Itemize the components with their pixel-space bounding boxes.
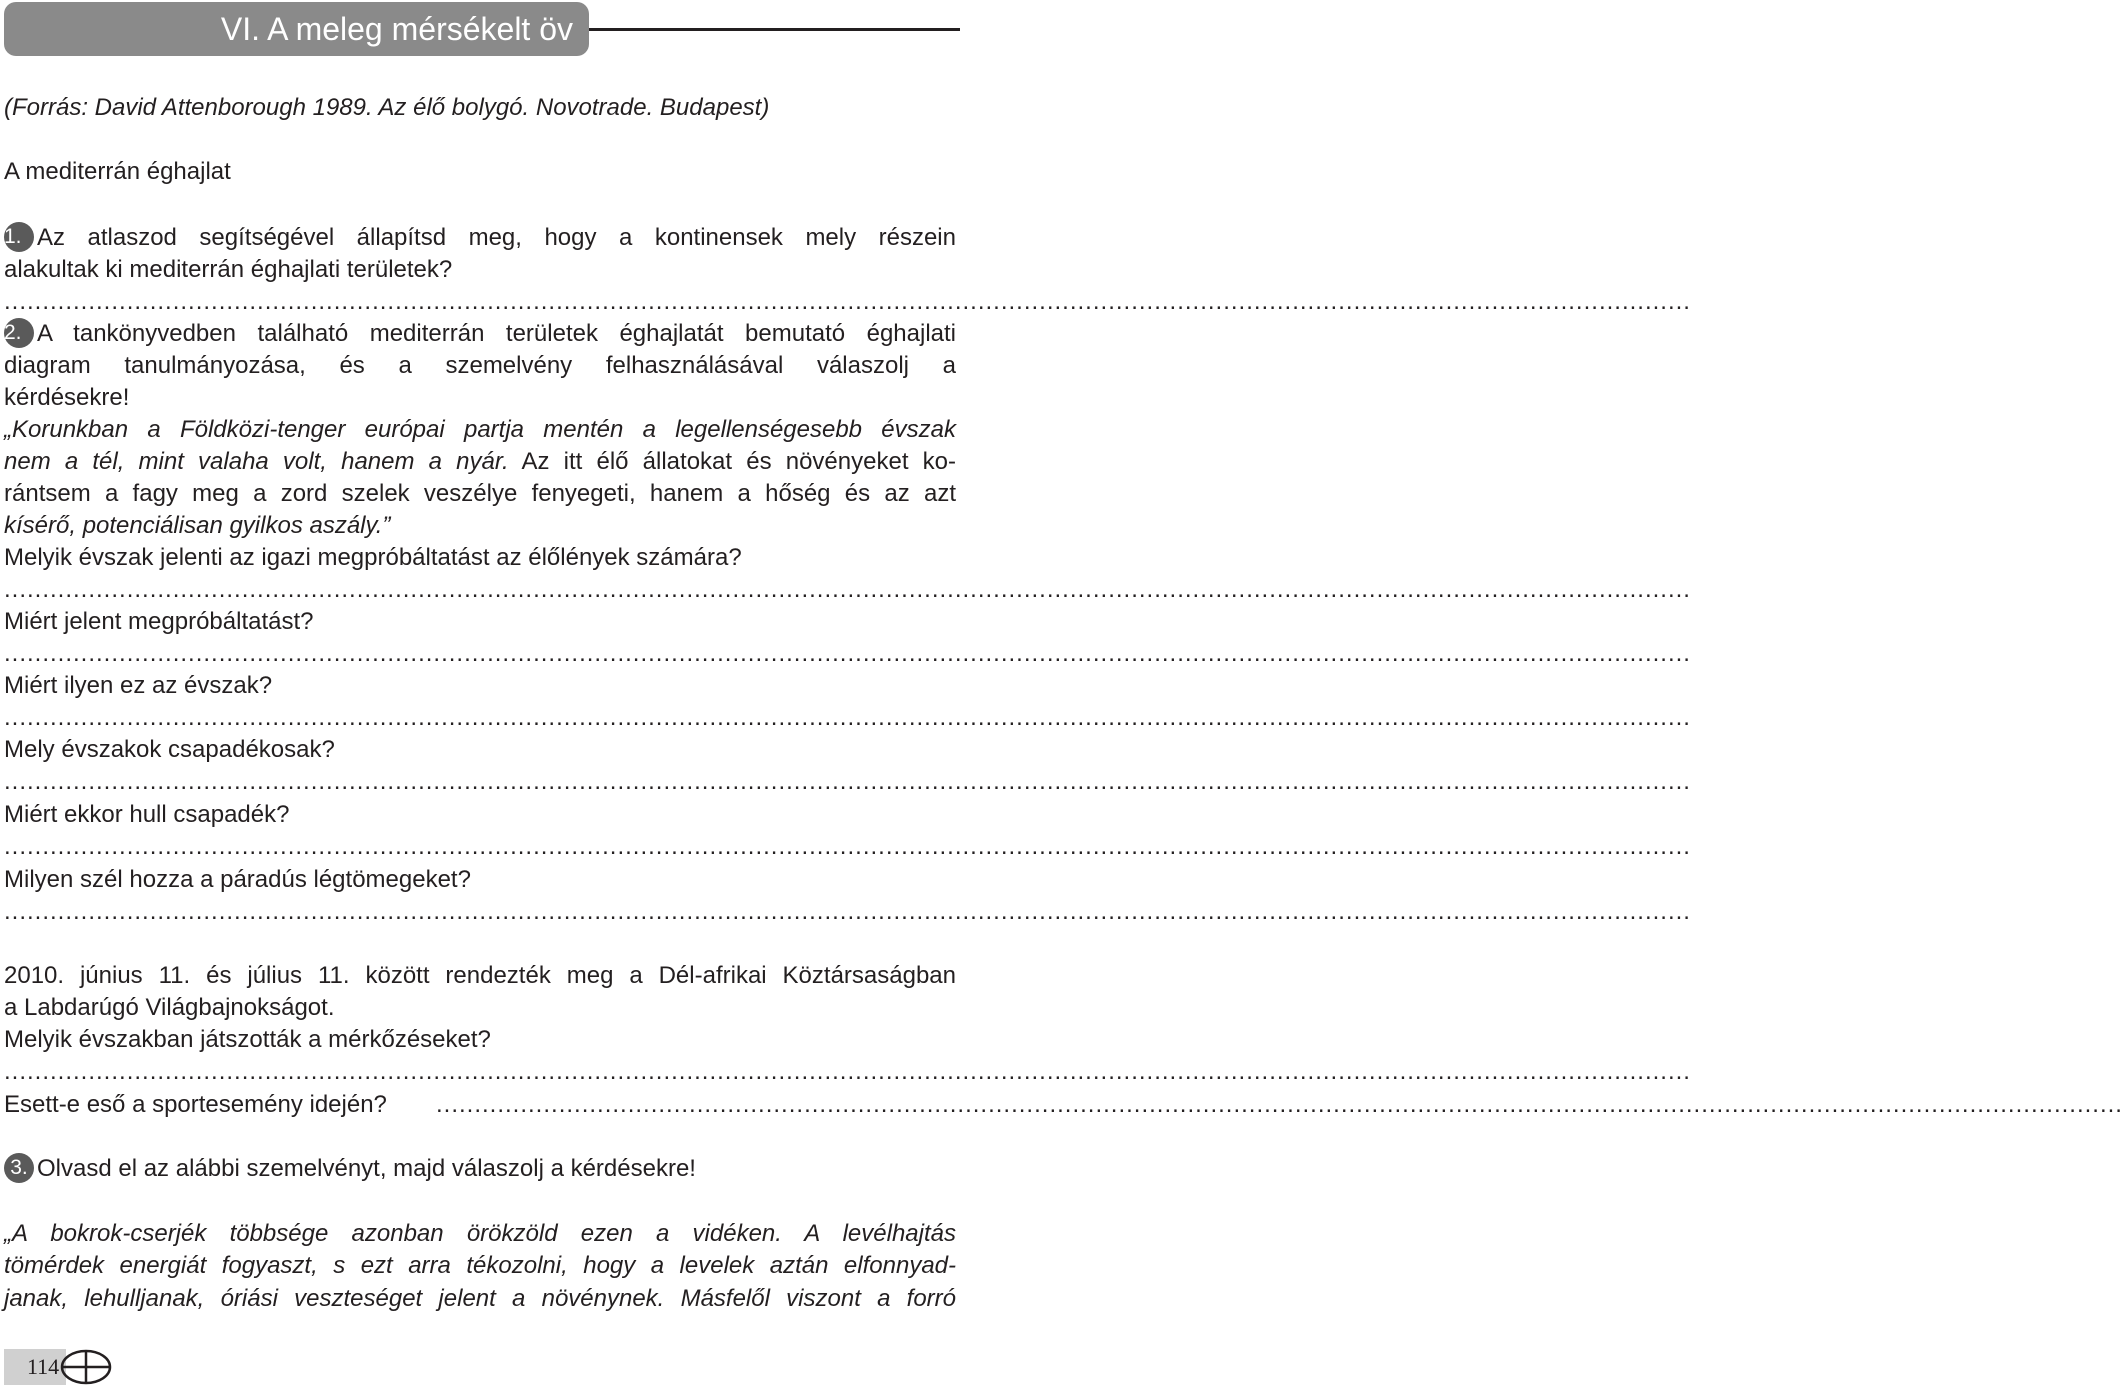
task1-line2: alakultak ki mediterrán éghajlati területek?	[4, 256, 453, 283]
quote-line4: kísérő, potenciálisan gyilkos aszály.”	[4, 512, 391, 539]
globe-icon	[60, 1349, 112, 1385]
question-text: Esett-e eső a sportesemény idején?	[4, 1091, 387, 1118]
task1-text1: Az atlaszod segítségével állapítsd meg, hogy a kontinensek mely részein	[37, 224, 956, 251]
worldcup-line1: 2010. június 11. és július 11. között rendezték meg a Dél-afrikai Köztársaságban	[4, 962, 956, 989]
task2-line1	[4, 318, 956, 350]
task2-line2: diagram tanulmányozása, és a szemelvény felhasználásával válaszolj a	[4, 352, 956, 379]
section-subtitle: A mediterrán éghajlat	[4, 158, 231, 185]
task3-text1: Olvasd el az alábbi szemelvényt, majd válaszolj a kérdésekre!	[37, 1155, 696, 1182]
header-rule	[589, 28, 960, 31]
task1-line1	[4, 222, 956, 254]
answer-line[interactable]: ............................................................................................................................................................................................................................	[4, 1058, 1691, 1085]
worldcup-line2: a Labdarúgó Világbajnokságot.	[4, 994, 335, 1021]
question-text: Melyik évszakban játszották a mérkőzéseket?	[4, 1026, 491, 1053]
answer-line[interactable]: ............................................................................................................................................................................................................................	[4, 704, 1691, 731]
question-text: Milyen szél hozza a páradús légtömegeket?	[4, 866, 471, 893]
answer-line[interactable]: ............................................................................................................................................................................................................................	[4, 768, 1691, 795]
task2-line3: kérdésekre!	[4, 384, 130, 411]
chapter-title: VI. A meleg mérsékelt öv	[220, 11, 573, 47]
question-text: Miért ekkor hull csapadék?	[4, 801, 290, 828]
question-text: Mely évszakok csapadékosak?	[4, 736, 335, 763]
quote-line2-italic: nem a tél, mint valaha volt, hanem a nyár.	[4, 448, 509, 475]
answer-line[interactable]: ............................................................................................................................................................................................................................	[4, 576, 1691, 603]
quote2-line2: tömérdek energiát fogyaszt, s ezt arra tékozolni, hogy a levelek aztán elfonnyad-	[4, 1252, 956, 1279]
answer-line[interactable]: ............................................................................................................................................................................................................................	[4, 898, 1691, 925]
task2-text1: A tankönyvedben található mediterrán területek éghajlatát bemutató éghajlati	[37, 320, 956, 347]
answer-line[interactable]: ............................................................................................................................................................................................................................	[4, 833, 1691, 860]
question-text: Miért jelent megpróbáltatást?	[4, 608, 314, 635]
quote-line2-regular: Az itt élő állatokat és növényeket ko-	[508, 448, 956, 475]
task1-number-badge: 1.	[4, 222, 34, 252]
question-text: Melyik évszak jelenti az igazi megpróbáltatást az élőlények számára?	[4, 544, 742, 571]
task3-number-badge: 3.	[4, 1153, 34, 1183]
answer-line[interactable]: ............................................................................................................................................................................................................................	[436, 1091, 2123, 1118]
source-citation: (Forrás: David Attenborough 1989. Az élő bolygó. Novotrade. Budapest)	[4, 94, 770, 121]
quote-line2	[4, 446, 956, 478]
answer-line[interactable]: ............................................................................................................................................................................................................................	[4, 288, 1691, 315]
quote-line1: „Korunkban a Földközi-tenger európai partja mentén a legellenségesebb évszak	[4, 416, 956, 443]
question-text: Miért ilyen ez az évszak?	[4, 672, 273, 699]
quote2-line1: „A bokrok-cserjék többsége azonban örökzöld ezen a vidéken. A levélhajtás	[4, 1220, 956, 1247]
task2-number-badge: 2.	[4, 318, 34, 348]
quote-line3: rántsem a fagy meg a zord szelek veszélye fenyegeti, hanem a hőség és az azt	[4, 480, 956, 507]
page-number: 114	[27, 1354, 60, 1379]
answer-line[interactable]: ............................................................................................................................................................................................................................	[4, 640, 1691, 667]
chapter-header-bar	[4, 2, 589, 56]
task3-line1	[4, 1153, 956, 1185]
quote2-line3: janak, lehulljanak, óriási veszteséget jelent a növénynek. Másfelől viszont a forró	[4, 1285, 956, 1312]
